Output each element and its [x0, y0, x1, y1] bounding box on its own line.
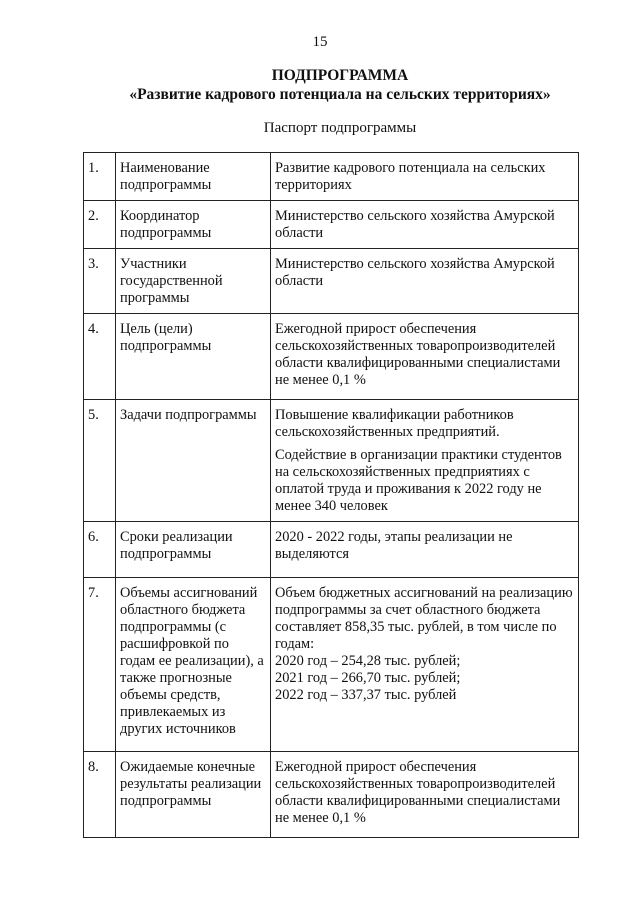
- row-name: Цель (цели) подпрограммы: [116, 314, 271, 400]
- row-number: 7.: [84, 578, 116, 752]
- value-paragraph: Ежегодной прирост обеспечения сельскохозяйственных товаропроизводителей области квалифицированными специалистами не менее 0,1 %: [275, 321, 561, 388]
- row-name: Ожидаемые конечные результаты реализации подпрограммы: [116, 752, 271, 838]
- row-name: Сроки реализации подпрограммы: [116, 522, 271, 578]
- page-number: 15: [312, 34, 328, 50]
- table-row: [84, 522, 579, 578]
- value-paragraph: Повышение квалификации работников сельскохозяйственных предприятий.: [275, 407, 514, 440]
- value-paragraph: 2022 год – 337,37 тыс. рублей: [275, 687, 457, 703]
- table-row: [84, 752, 579, 838]
- value-paragraph: Развитие кадрового потенциала на сельских территориях: [275, 160, 546, 193]
- row-value: [271, 249, 579, 314]
- row-value: [271, 522, 579, 578]
- passport-subtitle: Паспорт подпрограммы: [263, 120, 417, 136]
- value-paragraph: 2020 год – 254,28 тыс. рублей;: [275, 653, 461, 669]
- row-name: Объемы ассигнований областного бюджета подпрограммы (с расшифровкой по годам ее реализации), а также прогнозные объемы средств, привлекаемых из других источников: [116, 578, 271, 752]
- row-number: 8.: [84, 752, 116, 838]
- document-title: [40, 66, 640, 104]
- title-line-1: ПОДПРОГРАММА: [271, 67, 409, 84]
- row-number: 1.: [84, 153, 116, 201]
- row-name: Участники государственной программы: [116, 249, 271, 314]
- table-row: [84, 314, 579, 400]
- value-paragraph: Содействие в организации практики студентов на сельскохозяйственных предприятиях с оплатой труда и проживания к 2022 году не менее 340 человек: [275, 447, 562, 514]
- value-paragraph: Министерство сельского хозяйства Амурской области: [275, 256, 555, 289]
- value-paragraph: Объем бюджетных ассигнований на реализацию подпрограммы за счет областного бюджета составляет 858,35 тыс. рублей, в том числе по годам:: [275, 585, 573, 652]
- row-name: Координатор подпрограммы: [116, 201, 271, 249]
- row-value: [271, 314, 579, 400]
- row-number: 5.: [84, 400, 116, 522]
- row-number: 4.: [84, 314, 116, 400]
- row-value: [271, 752, 579, 838]
- row-value: [271, 578, 579, 752]
- table-row: [84, 578, 579, 752]
- row-value: [271, 153, 579, 201]
- row-number: 6.: [84, 522, 116, 578]
- value-paragraph: 2021 год – 266,70 тыс. рублей;: [275, 670, 461, 686]
- title-line-2: «Развитие кадрового потенциала на сельских территориях»: [129, 86, 551, 103]
- value-paragraph: 2020 - 2022 годы, этапы реализации не выделяются: [275, 529, 513, 562]
- value-paragraph: Ежегодной прирост обеспечения сельскохозяйственных товаропроизводителей области квалифицированными специалистами не менее 0,1 %: [275, 759, 561, 826]
- row-number: 2.: [84, 201, 116, 249]
- row-name: Задачи подпрограммы: [116, 400, 271, 522]
- passport-table: [83, 152, 579, 838]
- table-row: [84, 201, 579, 249]
- row-value: [271, 201, 579, 249]
- table-row: [84, 400, 579, 522]
- table-row: [84, 249, 579, 314]
- row-number: 3.: [84, 249, 116, 314]
- row-value: [271, 400, 579, 522]
- table-row: [84, 153, 579, 201]
- row-name: Наименование подпрограммы: [116, 153, 271, 201]
- value-paragraph: Министерство сельского хозяйства Амурской области: [275, 208, 555, 241]
